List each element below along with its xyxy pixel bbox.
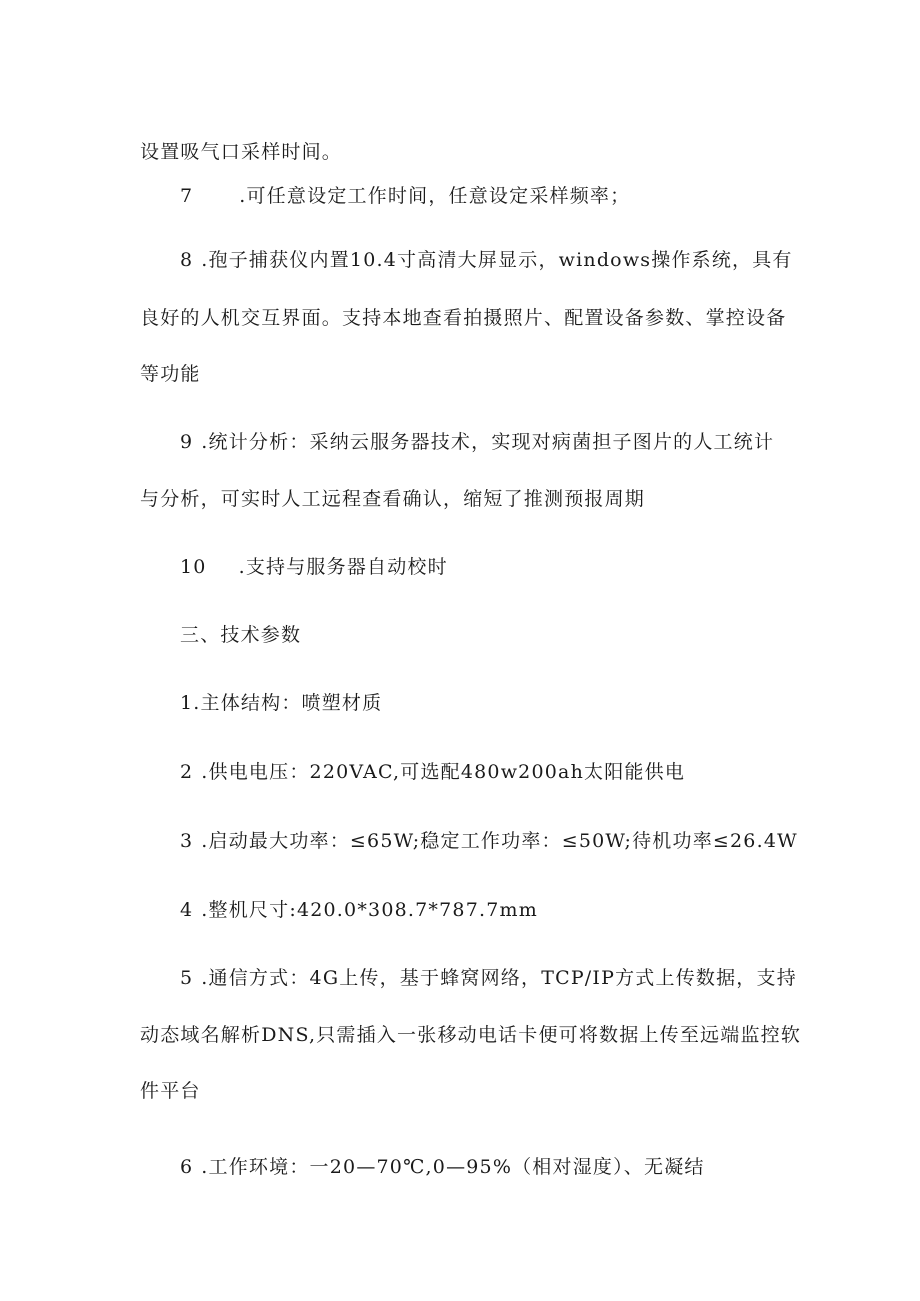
- item-number: 7: [180, 185, 194, 207]
- item-number: 6: [180, 1156, 194, 1178]
- text-line: [140, 362, 201, 386]
- param-item-2: [180, 760, 685, 784]
- text-line: [140, 306, 786, 330]
- line-text: .工作环境：一20—70℃,0—95%（相对湿度）、无凝结: [201, 1156, 705, 1178]
- param-item-6: [180, 1155, 705, 1179]
- line-text: 与分析，可实时人工远程查看确认，缩短了推测预报周期: [140, 488, 646, 510]
- param-item-5: [180, 966, 797, 990]
- numbered-item-10: [180, 555, 448, 579]
- line-text: 三、技术参数: [180, 624, 302, 646]
- numbered-item-9: [180, 430, 774, 454]
- line-text: .统计分析：采纳云服务器技术，实现对病菌担子图片的人工统计: [201, 431, 775, 453]
- param-item-1: [180, 691, 382, 715]
- line-text: 件平台: [140, 1080, 201, 1102]
- text-line: [140, 1079, 201, 1103]
- item-number: 4: [180, 899, 194, 921]
- text-line: [140, 140, 342, 164]
- param-item-3: [180, 829, 798, 853]
- item-number: 10: [180, 556, 207, 578]
- line-text: 动态域名解析DNS,只需插入一张移动电话卡便可将数据上传至远端监控软: [140, 1024, 802, 1046]
- line-text: 等功能: [140, 363, 201, 385]
- item-number: 5: [180, 967, 194, 989]
- section-heading: [180, 623, 301, 647]
- item-number: 2: [180, 761, 194, 783]
- line-text: .通信方式：4G上传，基于蜂窝网络，TCP/IP方式上传数据，支持: [201, 967, 797, 989]
- text-line: [140, 487, 645, 511]
- line-text: .整机尺寸:420.0*308.7*787.7mm: [201, 899, 538, 921]
- param-item-4: [180, 898, 538, 922]
- line-text: .启动最大功率：≤65W;稳定工作功率：≤50W;待机功率≤26.4W: [201, 830, 798, 852]
- line-text: 1.主体结构：喷塑材质: [180, 692, 383, 714]
- line-text: .可任意设定工作时间，任意设定采样频率；: [239, 185, 631, 207]
- numbered-item-8: [180, 248, 793, 272]
- line-text: .供电电压：220VAC,可选配480w200ah太阳能供电: [201, 761, 686, 783]
- line-text: .孢子捕获仪内置10.4寸高清大屏显示，windows操作系统，具有: [201, 249, 793, 271]
- line-text: .支持与服务器自动校时: [238, 556, 448, 578]
- item-number: 8: [180, 249, 194, 271]
- text-line: [140, 1023, 801, 1047]
- line-text: 良好的人机交互界面。支持本地查看拍摄照片、配置设备参数、掌控设备: [140, 307, 787, 329]
- numbered-item-7: [180, 184, 630, 208]
- item-number: 3: [180, 830, 194, 852]
- item-number: 9: [180, 431, 194, 453]
- line-text: 设置吸气口采样时间。: [140, 141, 343, 163]
